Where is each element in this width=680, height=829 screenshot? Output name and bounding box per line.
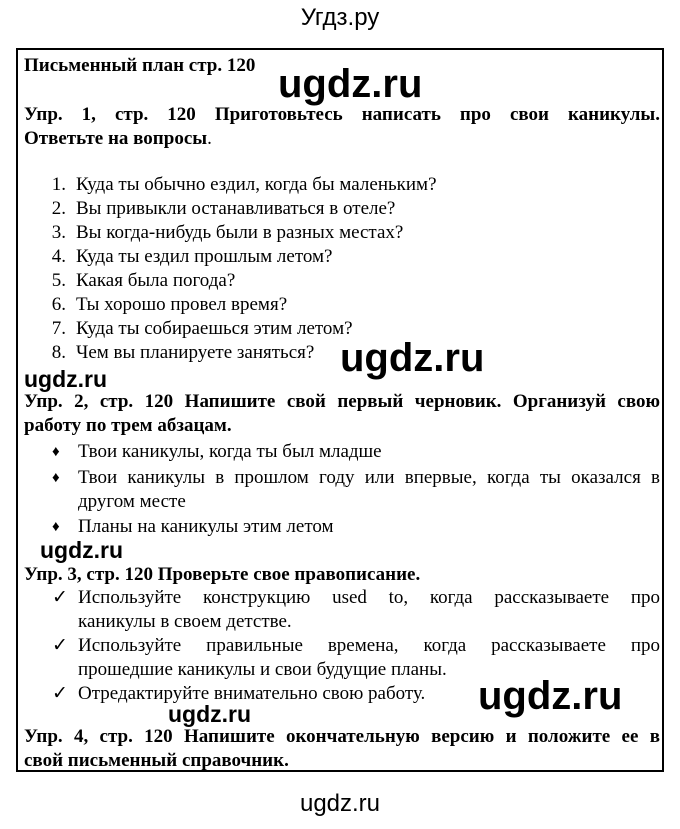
question-text: Какая была погода?: [76, 270, 236, 291]
list-item-text: Используйте правильные времена, когда рассказываете про: [78, 635, 660, 656]
exercise-1-heading-line2-text: Ответьте на вопросы: [24, 128, 208, 149]
question-text: Куда ты ездил прошлым летом?: [76, 246, 333, 267]
question-number: 5.: [51, 270, 66, 291]
list-item-text-continued: каникулы в своем детстве.: [78, 611, 292, 632]
question-number: 6.: [51, 294, 66, 315]
question-number: 3.: [51, 222, 66, 243]
exercise-2-heading-line1: Упр. 2, стр. 120 Напишите свой первый черновик. Организуй свою: [24, 391, 660, 412]
list-item-text: Планы на каникулы этим летом: [78, 516, 334, 537]
question-text: Чем вы планируете заняться?: [76, 342, 315, 363]
exercise-3-heading: Упр. 3, стр. 120 Проверьте свое правописание.: [24, 564, 421, 585]
exercise-4-heading-line1: Упр. 4, стр. 120 Напишите окончательную версию и положите ее в: [24, 726, 660, 747]
watermark: ugdz.ru: [24, 366, 108, 392]
list-item-text-continued: прошедшие каникулы и свои будущие планы.: [78, 659, 447, 680]
diamond-bullet-icon: ♦: [52, 444, 60, 460]
plan-title: Письменный план стр. 120: [24, 55, 256, 76]
question-text: Куда ты собираешься этим летом?: [76, 318, 353, 339]
list-item-text-continued: другом месте: [78, 491, 186, 512]
diamond-bullet-icon: ♦: [52, 470, 60, 486]
question-text: Вы привыкли останавливаться в отеле?: [76, 198, 396, 219]
watermark: ugdz.ru: [40, 537, 124, 563]
watermark: ugdz.ru: [278, 62, 423, 106]
list-item-text: Используйте конструкцию used to, когда рассказываете про: [78, 587, 660, 608]
question-number: 8.: [51, 342, 66, 363]
exercise-1-heading-line1: Упр. 1, стр. 120 Приготовьтесь написать про свои каникулы.: [24, 104, 660, 125]
check-icon: ✓: [52, 683, 68, 704]
watermark: ugdz.ru: [478, 674, 623, 718]
diamond-bullet-icon: ♦: [52, 519, 60, 535]
check-icon: ✓: [52, 635, 68, 656]
list-item-text: Твои каникулы в прошлом году или впервые, когда ты оказался в: [78, 467, 660, 488]
check-icon: ✓: [52, 587, 68, 608]
question-number: 2.: [51, 198, 66, 219]
exercise-1-heading-period: .: [207, 128, 212, 149]
question-text: Куда ты обычно ездил, когда бы маленьким?: [76, 174, 437, 195]
question-number: 4.: [51, 246, 66, 267]
exercise-1-heading-line2: [24, 127, 212, 151]
watermark: ugdz.ru: [168, 701, 252, 727]
site-header: Угдз.ру: [300, 4, 380, 31]
site-footer: ugdz.ru: [299, 790, 381, 817]
watermark: ugdz.ru: [340, 336, 485, 380]
question-number: 7.: [51, 318, 66, 339]
exercise-2-heading-line2: работу по трем абзацам.: [24, 415, 232, 436]
list-item-text: Отредактируйте внимательно свою работу.: [78, 683, 426, 704]
question-text: Вы когда-нибудь были в разных местах?: [76, 222, 404, 243]
exercise-4-heading-line2: свой письменный справочник.: [24, 750, 289, 771]
question-text: Ты хорошо провел время?: [76, 294, 288, 315]
question-number: 1.: [51, 174, 66, 195]
list-item-text: Твои каникулы, когда ты был младше: [78, 441, 382, 462]
